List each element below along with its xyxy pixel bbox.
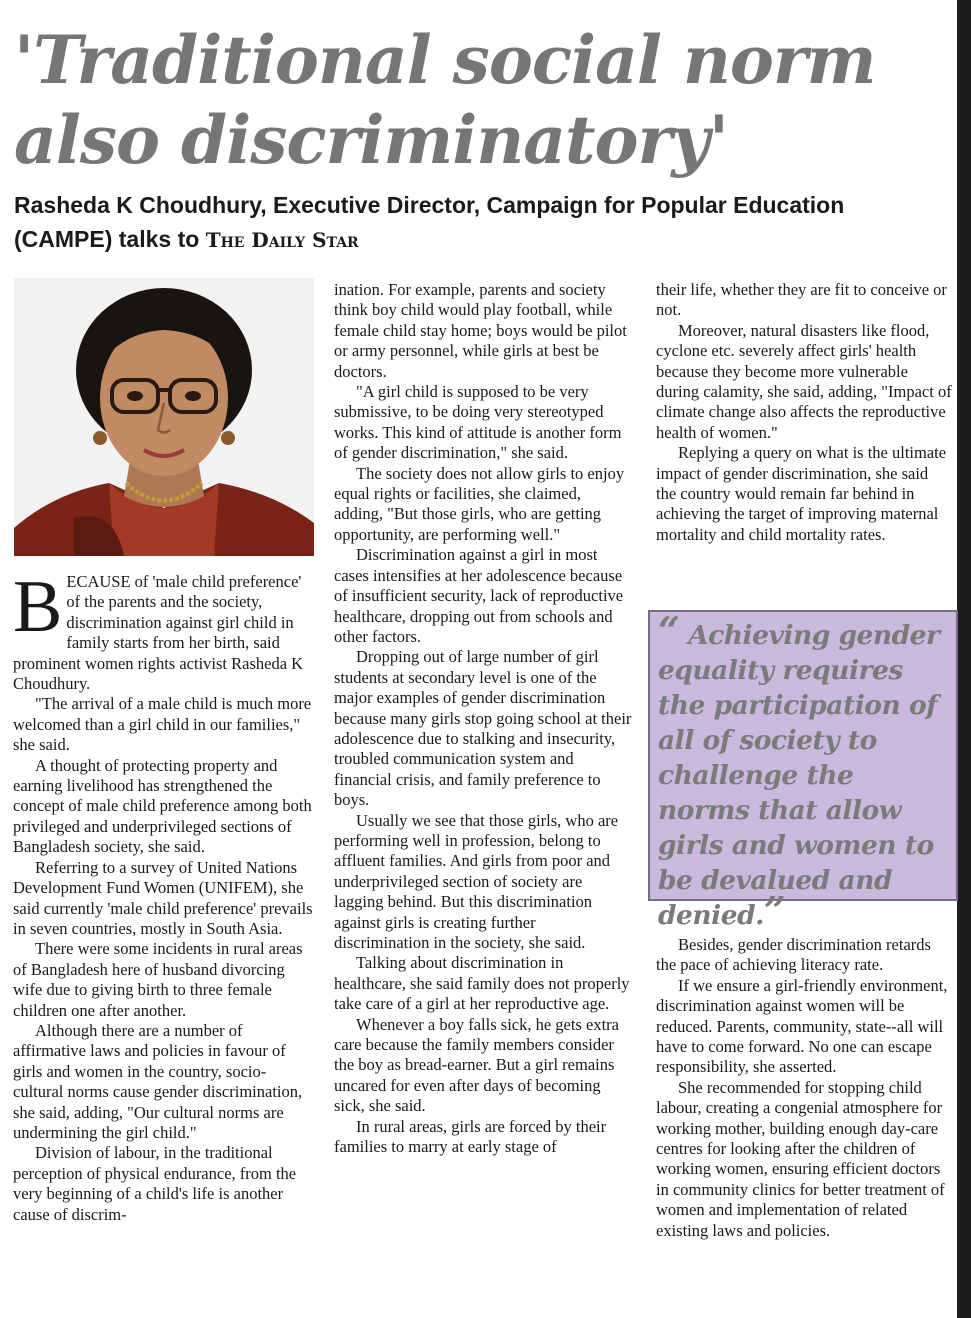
paragraph: Dropping out of large number of girl students at secondary level is one of the major examples of gender discrimination because many girls stop going school at their adolescence due to stalking and insecurity, troubled communication system and financial crisis, and family preference to boys. xyxy=(334,647,632,810)
paragraph xyxy=(13,566,314,694)
paragraph: "A girl child is supposed to be very submissive, to be doing very stereotyped works. This kind of attitude is another form of gender discrimination," she said. xyxy=(334,382,622,463)
open-quote-icon: “ xyxy=(658,608,680,653)
headline-line-2: also discriminatory' xyxy=(14,101,728,179)
paragraph: She recommended for stopping child labour, creating a congenial atmosphere for working mother, building enough day-care centres for looking after the children of working women, ensuring efficient doctors in community clinics for better treatment of women and implementation of related existing laws and policies. xyxy=(656,1077,945,1240)
paragraph: Besides, gender discrimination retards the pace of achieving literacy rate. xyxy=(656,935,931,975)
paragraph: A thought of protecting property and earning livelihood has strengthened the concept of male child preference among both privileged and underprivileged sections of Bangladesh society, she said. xyxy=(13,755,312,857)
paragraph: Replying a query on what is the ultimate impact of gender discrimination, she said the country would remain far behind in achieving the target of improving maternal mortality and child mortality rates. xyxy=(656,443,947,544)
paragraph: In rural areas, girls are forced by their families to marry at early stage of xyxy=(334,1116,607,1157)
pull-quote-text: Achieving gender equality requires the participation of all of society to challenge the norms that allow girls and women to be devalued and denied. xyxy=(658,620,940,931)
paragraph: ination. For example, parents and society think boy child would play football, while female child stay home; boys would be pilot or army personnel, while girls at best be doctors. xyxy=(334,280,627,381)
portrait-illustration xyxy=(14,278,314,556)
paragraph: Talking about discrimination in healthcare, she said family does not properly take care of a girl at her reproductive age. xyxy=(334,953,630,1014)
headline xyxy=(14,20,944,180)
subheading-text: Rasheda K Choudhury, Executive Director, Campaign for Popular Education (CAMPE) talks to xyxy=(14,192,845,252)
paragraph: Although there are a number of affirmative laws and policies in favour of girls and women in the country, socio-cultural norms cause gender discrimination, she said, adding, "Our cultural norms are undermining the girl child." xyxy=(13,1020,303,1142)
paragraph: If we ensure a girl-friendly environment, discrimination against women will be reduced. Parents, community, state--all will have to come forward. No one can escape responsibility, she asserted. xyxy=(656,975,948,1077)
paragraph: "The arrival of a male child is much more welcomed than a girl child in our families," she said. xyxy=(13,694,312,755)
paragraph: Whenever a boy falls sick, he gets extra care because the family members consider the boy as bread-earner. But a girl remains uncared for even after days of becoming sick, she said. xyxy=(334,1014,619,1116)
paragraph: There were some incidents in rural areas of Bangladesh here of husband divorcing wife due to giving birth to three female children one after another. xyxy=(13,939,303,1020)
paragraph: Moreover, natural disasters like flood, cyclone etc. severely affect girls' health because they become more vulnerable during calamity, she said, adding, "Impact of climate change also affects the reproductive health of women." xyxy=(656,320,952,442)
paragraph: Referring to a survey of United Nations Development Fund Women (UNIFEM), she said currently 'male child preference' prevails in seven countries, mostly in South Asia. xyxy=(13,857,313,938)
column-1 xyxy=(13,566,314,1225)
column-3-top xyxy=(656,280,952,545)
close-quote-icon: ” xyxy=(763,888,786,933)
paragraph: Division of labour, in the traditional perception of physical endurance, from the very beginning of a child's life is another cause of discrim- xyxy=(13,1143,297,1224)
subheading xyxy=(14,188,914,257)
paragraph: Discrimination against a girl in most cases intensifies at her adolescence because of insufficient security, lack of reproductive healthcare, dropping out from schools and other factors. xyxy=(334,545,624,646)
headline-line-1: 'Traditional social norm xyxy=(14,21,876,99)
paragraph: Usually we see that those girls, who are performing well in profession, belong to affluent families. And girls from poor and underprivileged section of society are lagging behind. But this discrimination against girls is creating further discrimination in the society, she said. xyxy=(334,810,619,952)
pull-quote xyxy=(648,608,958,933)
daily-star-logo: The Daily Star xyxy=(205,228,359,252)
column-3-bottom xyxy=(656,935,952,1241)
author-photo xyxy=(14,278,314,556)
paragraph: their life, whether they are fit to conceive or not. xyxy=(656,280,947,320)
paragraph-text: ECAUSE of 'male child preference' of the parents and the society, discrimination against girl child in family starts from her birth, said prominent women rights activist Rasheda K Choudhury. xyxy=(13,572,304,694)
drop-cap: B xyxy=(13,566,63,648)
paragraph: The society does not allow girls to enjoy equal rights or facilities, she claimed, adding, "But those girls, who are getting opportunity, are performing well." xyxy=(334,463,625,544)
column-2 xyxy=(334,280,634,1157)
page-edge-shadow xyxy=(957,0,971,1318)
